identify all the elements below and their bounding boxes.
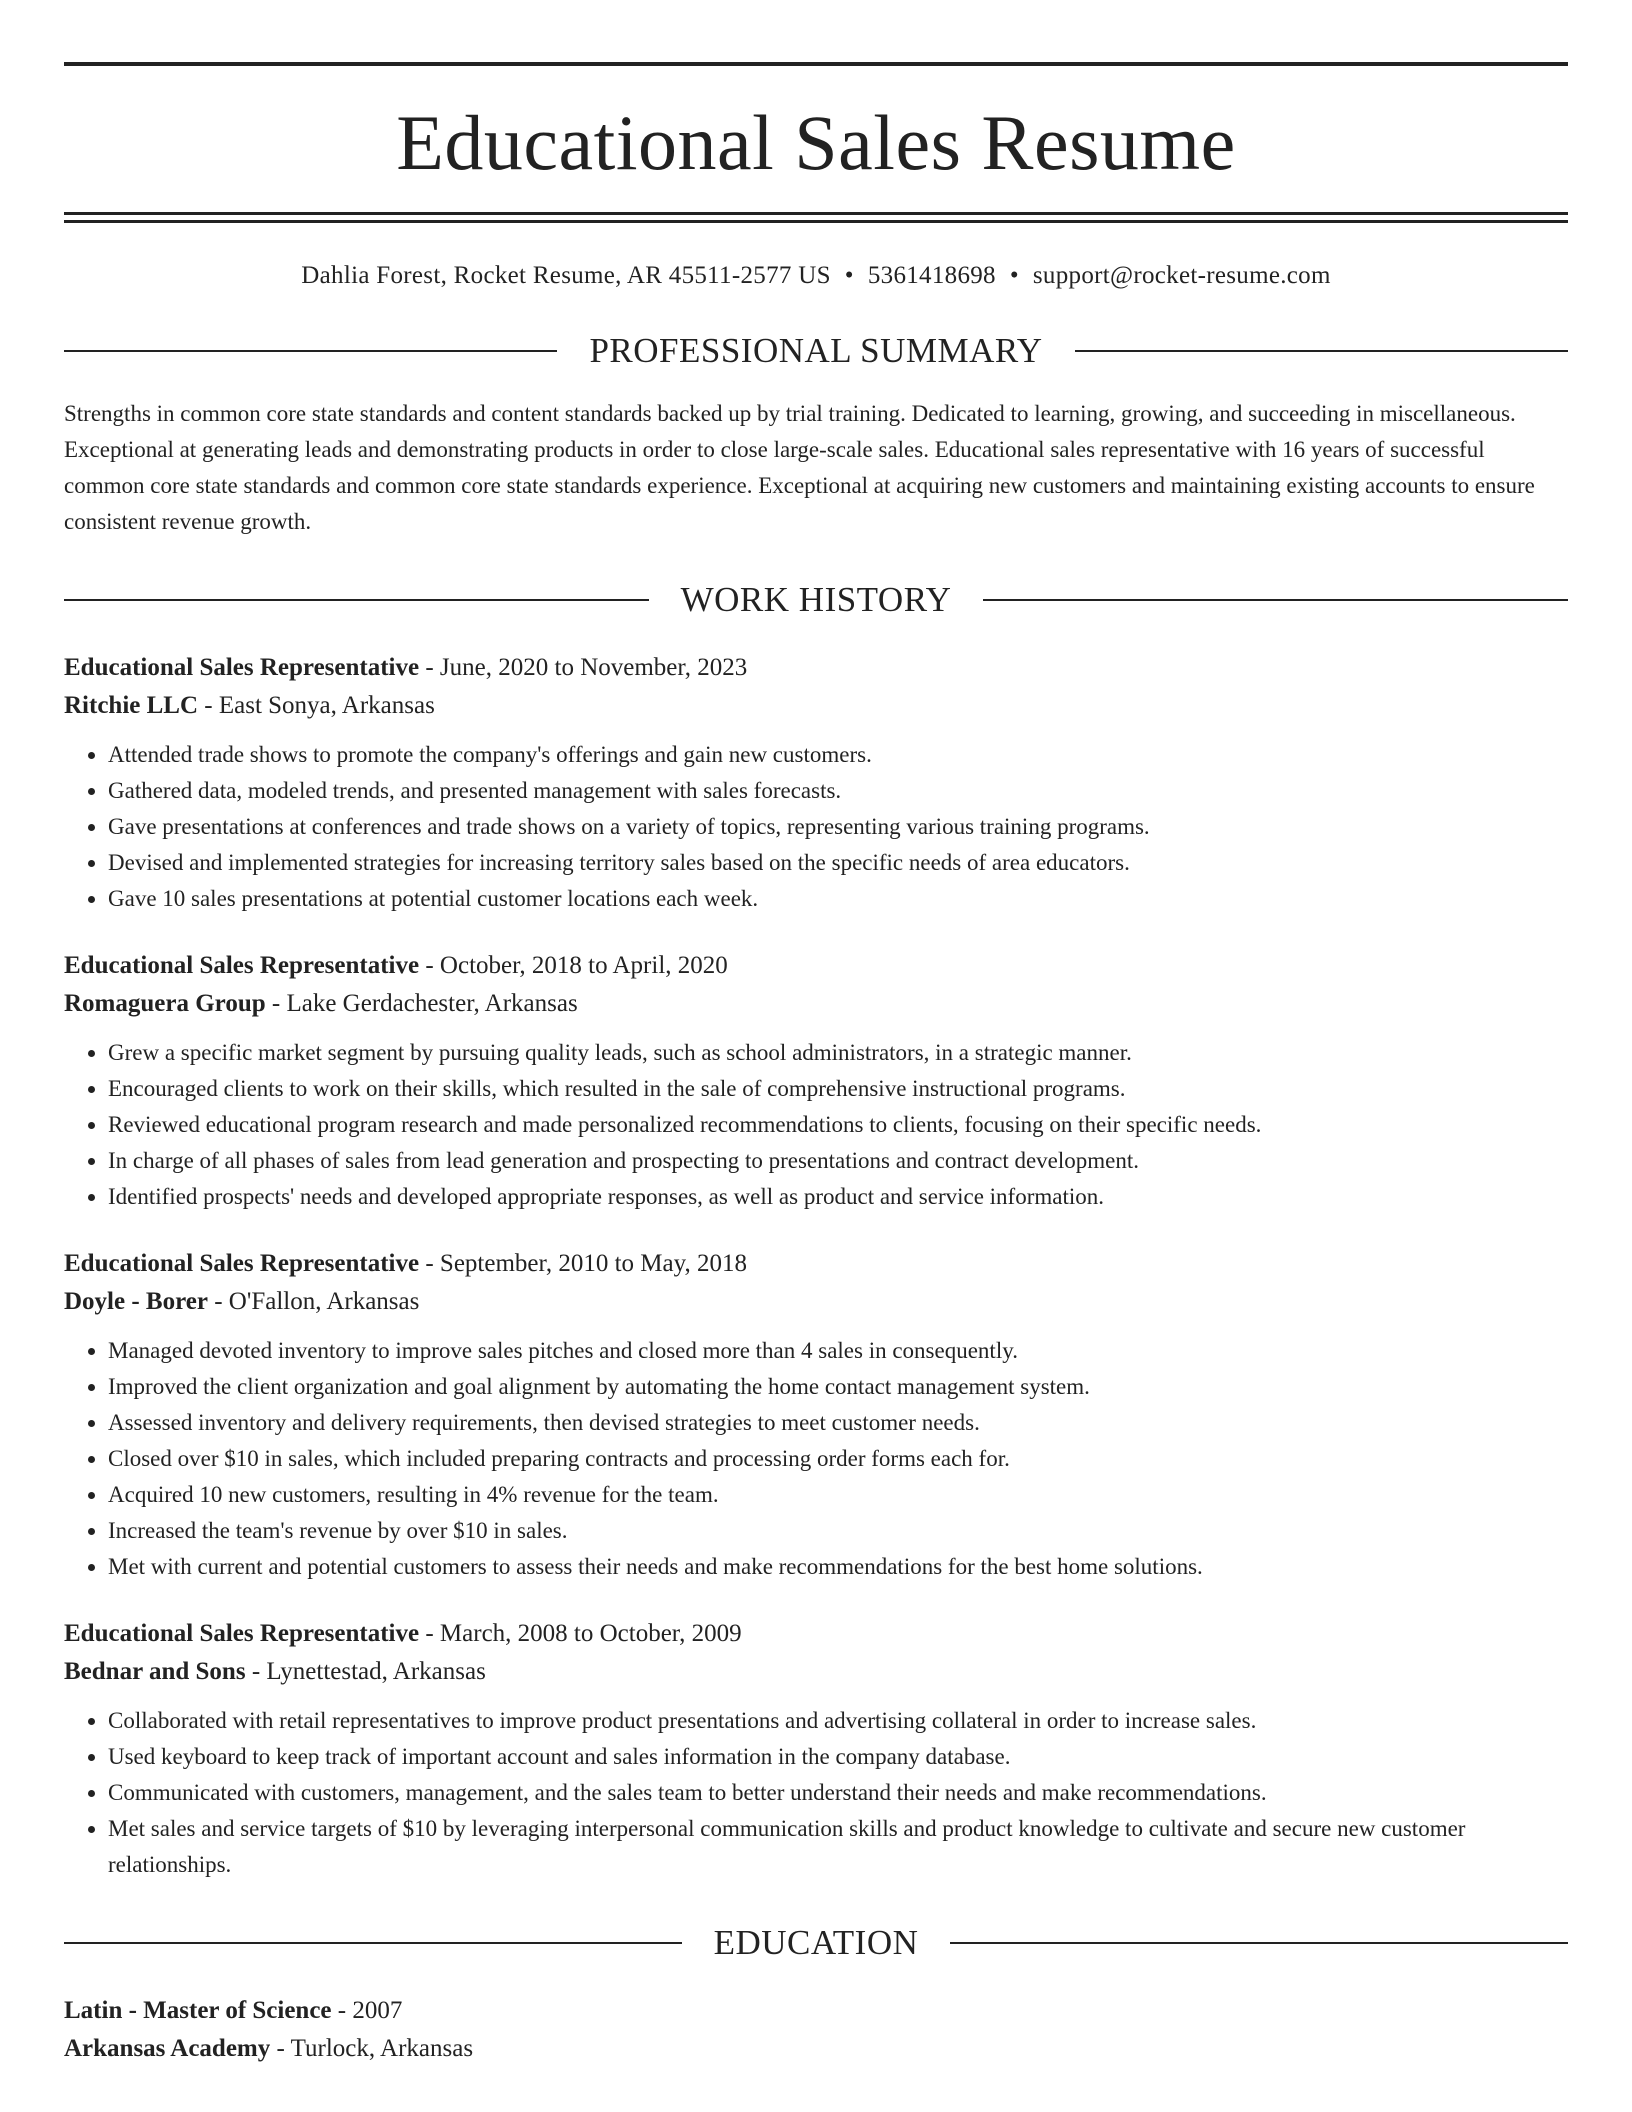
job-title: Educational Sales Representative xyxy=(64,654,420,681)
summary-heading: PROFESSIONAL SUMMARY xyxy=(589,331,1043,370)
job-title-line xyxy=(64,1615,1568,1653)
education-year: - 2007 xyxy=(331,1997,403,2024)
job-company: Bednar and Sons xyxy=(64,1658,246,1685)
job-bullets xyxy=(64,737,1568,917)
job-company: Doyle - Borer xyxy=(64,1288,208,1315)
job-entry xyxy=(64,1615,1568,1883)
job-bullet: • Met with current and potential customers to assess their needs and make recommendations for the best home solutions. xyxy=(108,1549,1568,1585)
job-location: - East Sonya, Arkansas xyxy=(198,692,435,719)
job-bullet: • Improved the client organization and goal alignment by automating the home contact management system. xyxy=(108,1369,1568,1405)
job-bullet: • Met sales and service targets of $10 by leveraging interpersonal communication skills and product knowledge to cultivate and secure new customer relationships. xyxy=(108,1811,1568,1883)
contact-separator: • xyxy=(1009,262,1019,289)
job-bullet: • Reviewed educational program research and made personalized recommendations to clients, focusing on their specific needs. xyxy=(108,1107,1568,1143)
section-rule-left xyxy=(64,1942,682,1944)
job-location: - O'Fallon, Arkansas xyxy=(207,1288,420,1315)
job-bullet: • Assessed inventory and delivery requirements, then devised strategies to meet customer needs. xyxy=(108,1405,1568,1441)
job-dates: - June, 2020 to November, 2023 xyxy=(419,654,748,681)
job-company-line xyxy=(64,1653,1568,1691)
job-bullet: • Used keyboard to keep track of important account and sales information in the company database. xyxy=(108,1739,1568,1775)
contact-separator: • xyxy=(844,262,854,289)
job-location: - Lynettestad, Arkansas xyxy=(245,1658,486,1685)
job-bullet: • Attended trade shows to promote the company's offerings and gain new customers. xyxy=(108,737,1568,773)
job-dates: - March, 2008 to October, 2009 xyxy=(419,1620,742,1647)
section-rule-left xyxy=(64,599,649,601)
contact-phone: 5361418698 xyxy=(867,262,996,289)
section-rule-right xyxy=(983,599,1568,601)
top-rule xyxy=(64,62,1568,66)
job-bullet: • Grew a specific market segment by pursuing quality leads, such as school administrators, in a strategic manner. xyxy=(108,1035,1568,1071)
job-bullet: • Acquired 10 new customers, resulting in 4% revenue for the team. xyxy=(108,1477,1568,1513)
job-bullet: • Devised and implemented strategies for increasing territory sales based on the specific needs of area educators. xyxy=(108,845,1568,881)
job-bullets xyxy=(64,1333,1568,1585)
job-dates: - October, 2018 to April, 2020 xyxy=(419,952,728,979)
education-school-line xyxy=(64,2030,1568,2068)
job-bullet: • Gave 10 sales presentations at potential customer locations each week. xyxy=(108,881,1568,917)
job-dates: - September, 2010 to May, 2018 xyxy=(419,1250,747,1277)
education-degree: Latin - Master of Science xyxy=(64,1997,332,2024)
education-degree-line xyxy=(64,1992,1568,2030)
education-entry xyxy=(64,1992,1568,2068)
job-company-line xyxy=(64,1283,1568,1321)
section-rule-right xyxy=(950,1942,1568,1944)
contact-line xyxy=(64,261,1568,291)
job-entry xyxy=(64,1245,1568,1585)
job-company-line xyxy=(64,985,1568,1023)
job-title-line xyxy=(64,947,1568,985)
education-section-header xyxy=(64,1925,1568,1960)
job-bullets xyxy=(64,1035,1568,1215)
education-school: Arkansas Academy xyxy=(64,2035,271,2062)
job-title: Educational Sales Representative xyxy=(64,1250,420,1277)
job-title-line xyxy=(64,1245,1568,1283)
work-section-header xyxy=(64,582,1568,617)
contact-email: support@rocket-resume.com xyxy=(1032,262,1331,289)
job-company: Ritchie LLC xyxy=(64,692,199,719)
job-company: Romaguera Group xyxy=(64,990,266,1017)
job-bullets xyxy=(64,1703,1568,1883)
job-title: Educational Sales Representative xyxy=(64,952,420,979)
job-bullet: • Increased the team's revenue by over $10 in sales. xyxy=(108,1513,1568,1549)
job-bullet: • Gathered data, modeled trends, and presented management with sales forecasts. xyxy=(108,773,1568,809)
job-title: Educational Sales Representative xyxy=(64,1620,420,1647)
job-bullet: • Collaborated with retail representatives to improve product presentations and advertising collateral in order to increase sales. xyxy=(108,1703,1568,1739)
job-company-line xyxy=(64,687,1568,725)
job-bullet: • Gave presentations at conferences and trade shows on a variety of topics, representing various training programs. xyxy=(108,809,1568,845)
job-bullet: • In charge of all phases of sales from lead generation and prospecting to presentations and contract development. xyxy=(108,1143,1568,1179)
contact-address: Dahlia Forest, Rocket Resume, AR 45511-2577 US xyxy=(301,262,831,289)
summary-section-header xyxy=(64,333,1568,368)
section-rule-right xyxy=(1075,350,1568,352)
job-entry xyxy=(64,649,1568,917)
job-bullet: • Closed over $10 in sales, which included preparing contracts and processing order forms each for. xyxy=(108,1441,1568,1477)
job-bullet: • Communicated with customers, management, and the sales team to better understand their needs and make recommendations. xyxy=(108,1775,1568,1811)
job-location: - Lake Gerdachester, Arkansas xyxy=(265,990,578,1017)
summary-text: Strengths in common core state standards and content standards backed up by trial training. Dedicated to learning, growing, and succeeding in miscellaneous. Exceptional at generating leads and demonstrating products in order to close large-scale sales. Educational sales representative with 16 years of successful common core state standards and common core state standards experience. Exceptional at acquiring new customers and maintaining existing accounts to ensure consistent revenue growth. xyxy=(64,401,1535,534)
job-entry xyxy=(64,947,1568,1215)
page-title: Educational Sales Resume xyxy=(396,99,1236,186)
section-rule-left xyxy=(64,350,557,352)
job-bullet: • Managed devoted inventory to improve sales pitches and closed more than 4 sales in consequently. xyxy=(108,1333,1568,1369)
title-double-rule xyxy=(64,212,1568,223)
work-heading: WORK HISTORY xyxy=(680,580,952,619)
job-bullet: • Identified prospects' needs and developed appropriate responses, as well as product and service information. xyxy=(108,1179,1568,1215)
job-bullet: • Encouraged clients to work on their skills, which resulted in the sale of comprehensive instructional programs. xyxy=(108,1071,1568,1107)
job-title-line xyxy=(64,649,1568,687)
education-heading: EDUCATION xyxy=(713,1923,919,1962)
education-location: - Turlock, Arkansas xyxy=(270,2035,474,2062)
